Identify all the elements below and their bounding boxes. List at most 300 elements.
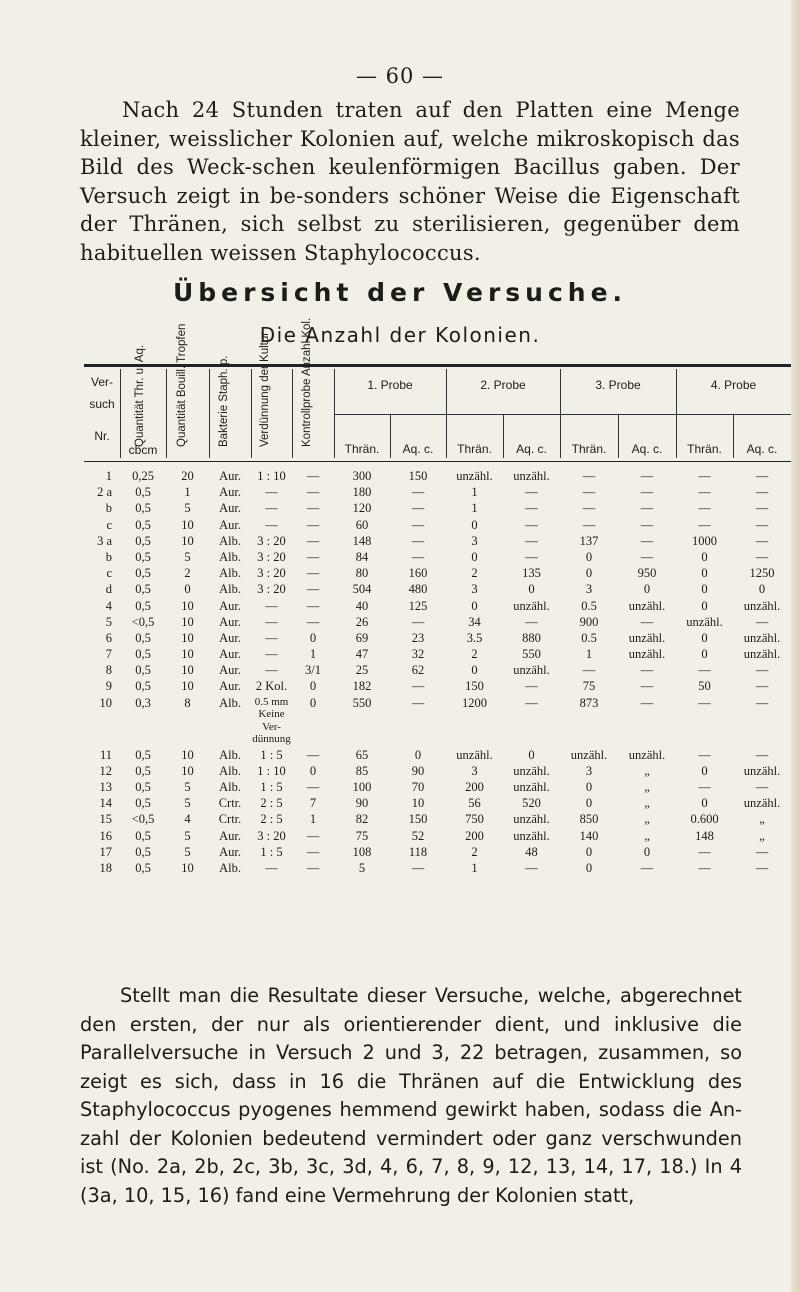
table-cell: Alb. (219, 533, 241, 548)
table-cell: Aur. (219, 517, 241, 532)
table-cell: 5 (184, 844, 191, 859)
table-cell: b (105, 501, 112, 516)
table-cell: 3 (471, 763, 478, 778)
table-cell: 0 (471, 549, 478, 564)
table-cell: 0,5 (135, 598, 151, 613)
table-cell: — (306, 485, 320, 500)
table-cell: — (640, 517, 654, 532)
table-cell: — (525, 695, 538, 710)
table-cell: 0 (309, 630, 317, 645)
table-cell: 3 (585, 763, 593, 778)
table-cell: 15 (99, 812, 112, 827)
table-cell: 18 (99, 860, 112, 875)
header-thraen: Thrän. (344, 442, 380, 456)
table-cell: unzähl. (628, 630, 666, 645)
table-cell: 0 (471, 598, 478, 613)
table-cell: 137 (579, 533, 599, 548)
table-cell: 1200 (462, 695, 487, 710)
table-cell: 0 (184, 582, 191, 597)
table-cell: 48 (525, 844, 538, 859)
table-cell: 0 (309, 695, 317, 710)
table-cell: — (755, 747, 769, 762)
header-quantitaet-thr: Quantität Thr. u. Aq. (134, 344, 146, 447)
table-cell: — (755, 844, 769, 859)
table-cell: Alb. (219, 695, 241, 710)
table-row (84, 534, 791, 550)
table-cell: 4 (184, 812, 191, 827)
table-cell: 5 (184, 549, 191, 564)
table-cell: 150 (465, 679, 484, 694)
table-cell: — (265, 501, 278, 516)
header-divider (292, 369, 293, 458)
table-cell: unzähl. (743, 796, 781, 811)
table-cell: 0.600 (690, 812, 719, 827)
table-cell: — (755, 533, 769, 548)
intro-text: Nach 24 Stunden traten auf den Platten eine Menge kleiner, weisslicher Kolonien auf, welche mikroskopisch das Bild des Weck-schen keulenförmigen Bacillus gaben. Der Versuch zeigt in be-sonders schöner Weise die Eigenschaft der Thränen, sich selbst zu sterilisieren, gegenüber dem habituellen weissen Staphylococcus. (80, 98, 740, 265)
header-versuch-line2: such (89, 397, 115, 411)
table-cell: 1 : 5 (260, 844, 283, 859)
table-cell: — (755, 549, 769, 564)
table-cell: unzähl. (513, 828, 550, 843)
table-cell: 2 : 5 (260, 796, 283, 811)
table-cell: 3 : 20 (257, 828, 286, 843)
table-cell: 1 (184, 485, 191, 500)
table-cell: — (640, 614, 654, 629)
table-cell: 3 : 20 (257, 549, 286, 564)
table-cell: „ (644, 812, 650, 827)
table-cell: 180 (352, 485, 372, 500)
table-cell: 10 (181, 747, 194, 762)
table-cell: 148 (352, 533, 372, 548)
table-cell: 160 (408, 566, 428, 581)
table-row (84, 812, 791, 828)
table-cell: 10 (181, 763, 194, 778)
table-cell: Aur. (219, 598, 241, 613)
table-cell: — (265, 614, 278, 629)
table-cell: — (640, 501, 654, 516)
table-cell: — (411, 614, 425, 629)
table-row (84, 566, 791, 582)
table-cell: 0 (528, 582, 535, 597)
table-cell: 0.5 (581, 630, 597, 645)
table-cell: — (755, 663, 769, 678)
table-cell: 0 (309, 679, 317, 694)
header-aq: Aq. c. (516, 442, 547, 456)
table-cell: 504 (352, 582, 372, 597)
table-cell: 3/1 (305, 663, 321, 678)
table-cell: — (411, 517, 425, 532)
header-aq: Aq. c. (631, 442, 663, 456)
table-cell: 0 (414, 747, 422, 762)
table-cell: 0 (701, 566, 708, 581)
table-cell: 10 (181, 663, 194, 678)
table-cell: unzähl. (743, 598, 781, 613)
table-cell: 0,5 (135, 763, 151, 778)
table-row (84, 829, 791, 845)
table-cell: — (306, 582, 320, 597)
table-cell: 0,5 (135, 828, 151, 843)
header-aq: Aq. c. (746, 442, 778, 456)
table-cell: 3 a (97, 533, 112, 548)
table-cell: unzähl. (628, 747, 666, 762)
table-cell: 34 (468, 614, 481, 629)
table-cell: 0,5 (135, 679, 151, 694)
table-cell: 0 (585, 780, 593, 794)
table-cell: Alb. (219, 780, 241, 794)
table-cell: 200 (465, 828, 484, 843)
table-cell: — (306, 469, 320, 483)
table-cell: 12 (99, 763, 112, 778)
table-cell: 2 (471, 647, 478, 662)
table-row (84, 780, 791, 796)
table-cell: 0 (585, 796, 593, 811)
table-cell: — (306, 517, 320, 532)
table-cell: unzähl. (513, 812, 550, 827)
table-row (84, 861, 791, 877)
table-cell: 75 (582, 679, 596, 694)
table-cell: — (265, 860, 278, 875)
table-cell: 75 (355, 828, 369, 843)
table-cell: — (640, 679, 654, 694)
table-row (84, 748, 791, 764)
table-cell: — (698, 844, 711, 859)
table-row (84, 764, 791, 780)
table-cell: — (698, 780, 711, 794)
table-cell: 0,5 (135, 844, 151, 859)
table-cell: <0,5 (131, 812, 155, 827)
table-cell: 300 (352, 469, 372, 483)
table-cell: 5 (184, 780, 191, 794)
table-cell: — (411, 533, 425, 548)
table-cell: 2 Kol. (255, 679, 288, 694)
table-row (84, 696, 791, 748)
table-cell: 1 : 5 (260, 747, 283, 762)
table-cell: — (306, 501, 320, 516)
table-title: Übersicht der Versuche. (172, 278, 628, 307)
table-cell: 550 (522, 647, 541, 662)
table-cell: 148 (695, 828, 714, 843)
table-cell: 0 (471, 663, 478, 678)
table-cell: 10 (181, 679, 194, 694)
table-cell: — (525, 501, 538, 516)
table-cell: 10 (181, 630, 194, 645)
table-cell: — (265, 517, 278, 532)
table-cell: — (698, 663, 711, 678)
table-cell: unzähl. (513, 598, 550, 613)
table-cell: d (105, 582, 112, 597)
table-cell: unzähl. (513, 663, 550, 678)
table-cell: 25 (355, 663, 369, 678)
table-cell: unzähl. (456, 469, 493, 483)
table-cell: Alb. (219, 566, 241, 581)
table-cell: — (755, 860, 769, 875)
table-cell: — (698, 517, 711, 532)
table-cell: 60 (355, 517, 369, 532)
table-cell: unzähl. (456, 747, 493, 762)
table-cell: 23 (411, 630, 425, 645)
table-cell: Alb. (219, 763, 241, 778)
table-cell: — (698, 501, 711, 516)
table-cell: 0,5 (135, 630, 151, 645)
table-cell: — (525, 549, 538, 564)
table-cell: Aur. (219, 501, 241, 516)
table-cell: 26 (355, 614, 369, 629)
header-divider (209, 369, 210, 458)
table-cell: 750 (465, 812, 484, 827)
table-cell: 40 (355, 598, 369, 613)
intro-paragraph (80, 96, 740, 268)
table-cell: 0 (701, 647, 708, 662)
table-cell: 0,5 (135, 549, 151, 564)
table-cell: Alb. (219, 747, 241, 762)
table-cell: 2 (471, 844, 478, 859)
table-cell: 2 (471, 566, 478, 581)
table-cell: 0 (585, 844, 593, 859)
table-cell: 0,5 (135, 582, 151, 597)
table-cell: — (265, 485, 278, 500)
table-cell: 16 (99, 828, 112, 843)
table-cell: 2 : 5 (260, 812, 283, 827)
table-cell: Alb. (219, 582, 241, 597)
header-versuch-line1: Ver- (90, 375, 113, 389)
table-cell: 0,5 (135, 533, 151, 548)
table-cell: — (755, 679, 769, 694)
table-cell: 0 (471, 517, 478, 532)
header-bakterie: Bakterie Staph. p. (218, 355, 230, 447)
table-cell: — (306, 598, 320, 613)
table-cell: — (306, 828, 320, 843)
table-cell: 0 (701, 630, 708, 645)
table-cell: 0 (585, 860, 593, 875)
table-cell: 50 (698, 679, 711, 694)
table-cell: 14 (99, 796, 112, 811)
table-cell: Aur. (219, 614, 241, 629)
header-probe-4: 4. Probe (710, 378, 757, 392)
table-cell: Aur. (219, 647, 241, 662)
table-cell: 135 (522, 566, 541, 581)
table-cell: unzähl. (628, 647, 666, 662)
table-cell: 0 (701, 796, 708, 811)
table-cell: — (698, 747, 711, 762)
header-verduennung: Verdünnung der Kultur (259, 331, 271, 447)
table-cell: 11 (99, 747, 112, 762)
table-cell: — (640, 469, 654, 483)
header-kontrollprobe: Kontrollprobe Anzahl Kol. (301, 317, 313, 447)
table-cell: 0,5 (135, 860, 151, 875)
header-thraen: Thrän. (457, 442, 492, 456)
table-cell: c (106, 517, 112, 532)
header-versuch-line3: Nr. (94, 429, 110, 443)
table-cell: 150 (408, 812, 428, 827)
table-cell: 1 : 5 (260, 780, 283, 794)
table-cell: — (698, 469, 711, 483)
table-row (84, 518, 791, 534)
table-cell: „ (759, 812, 765, 827)
table-cell: 80 (355, 566, 369, 581)
table-cell: 90 (411, 763, 425, 778)
table-cell: 118 (408, 844, 428, 859)
table-cell: — (582, 501, 596, 516)
table-cell: 125 (408, 598, 428, 613)
table-cell: Alb. (219, 860, 241, 875)
table-cell: — (306, 549, 320, 564)
table-cell: — (265, 647, 278, 662)
conclusion-paragraph (80, 982, 742, 1210)
table-cell: 10 (181, 647, 194, 662)
table-cell: 7 (105, 647, 112, 662)
table-cell: — (306, 566, 320, 581)
table-cell: 52 (411, 828, 425, 843)
table-cell: 82 (355, 812, 369, 827)
table-cell: 520 (522, 796, 541, 811)
table-cell: — (640, 485, 654, 500)
table-cell: 1 (585, 647, 593, 662)
table-cell: — (306, 860, 320, 875)
header-aq: Aq. c. (402, 442, 434, 456)
table-cell: — (640, 663, 654, 678)
table-row (84, 469, 791, 485)
table-cell: — (265, 598, 278, 613)
table-cell: 56 (468, 796, 481, 811)
table-cell: 0,25 (132, 469, 154, 483)
table-cell: — (640, 533, 654, 548)
table-row (84, 796, 791, 812)
table-cell: Aur. (219, 828, 241, 843)
table-cell: 950 (637, 566, 657, 581)
table-cell: — (306, 844, 320, 859)
table-cell: 85 (355, 763, 369, 778)
table-cell: — (582, 469, 596, 483)
table-cell: — (265, 630, 278, 645)
table-row (84, 631, 791, 647)
table-cell: — (306, 747, 320, 762)
table-cell: 4 (105, 598, 112, 613)
table-cell: 1 (309, 647, 317, 662)
table-cell: 1250 (749, 566, 775, 581)
table-cell: 0 (643, 582, 651, 597)
table-row (84, 615, 791, 631)
table-cell: 900 (579, 614, 599, 629)
table-cell: 65 (355, 747, 369, 762)
table-cell: — (640, 695, 654, 710)
table-cell: — (755, 517, 769, 532)
table-cell: — (411, 679, 425, 694)
table-cell: unzähl. (513, 780, 550, 794)
table-cell: — (411, 485, 425, 500)
table-cell: 10 (181, 614, 194, 629)
table-cell: 3 : 20 (257, 566, 286, 581)
table-cell: 0 (701, 763, 708, 778)
table-cell: Aur. (219, 844, 241, 859)
table-cell: 13 (99, 780, 112, 794)
table-cell: 3 : 20 (257, 533, 286, 548)
table-cell: 120 (352, 501, 372, 516)
table-cell: Alb. (219, 549, 241, 564)
table-cell: unzähl. (686, 614, 723, 629)
table-row (84, 679, 791, 695)
table-cell: 70 (411, 780, 425, 794)
table-cell: 0 (528, 747, 535, 762)
table-cell: 3 (585, 582, 593, 597)
table-cell: 2 a (97, 485, 112, 500)
table-cell: — (525, 517, 538, 532)
table-cell: 1 : 10 (257, 763, 286, 778)
table-cell: „ (644, 763, 650, 778)
table-cell: 1 (471, 860, 478, 875)
table-cell: — (640, 860, 654, 875)
table-cell: unzähl. (628, 598, 666, 613)
table-cell: 850 (579, 812, 599, 827)
table-cell: 5 (184, 501, 191, 516)
header-quantitaet-bouill: Quantität Bouill. Tropfen (176, 323, 188, 447)
table-cell: — (755, 469, 769, 483)
table-cell: — (698, 485, 711, 500)
table-cell: 0,5 (135, 647, 151, 662)
table-cell: 5 (358, 860, 366, 875)
table-row (84, 501, 791, 517)
table-cell: Aur. (219, 679, 241, 694)
table-cell: 0,5 (135, 663, 151, 678)
table-cell: 100 (352, 780, 372, 794)
table-cell: — (306, 533, 320, 548)
table-cell: 90 (355, 796, 369, 811)
table-cell: 182 (352, 679, 372, 694)
table-cell: Aur. (219, 663, 241, 678)
table-cell: — (698, 860, 711, 875)
header-probe-1: 1. Probe (367, 378, 413, 392)
table-cell: unzähl. (743, 630, 781, 645)
table-cell: 0 (309, 763, 317, 778)
table-cell: — (582, 663, 596, 678)
table-cell: — (525, 533, 538, 548)
table-cell: — (525, 614, 538, 629)
table-cell: 5 (105, 614, 112, 629)
table-cell: unzähl. (743, 647, 781, 662)
table-cell: 17 (99, 844, 112, 859)
table-cell: 0 (701, 582, 708, 597)
table-cell: 0,5 (135, 501, 151, 516)
table-cell: 20 (181, 469, 194, 483)
table-cell: Aur. (219, 630, 241, 645)
table-cell: Crtr. (218, 812, 242, 827)
table-cell: 3 (471, 533, 478, 548)
table-cell: „ (644, 780, 650, 794)
table-cell: 200 (465, 780, 484, 794)
table-cell: 1 (105, 469, 112, 483)
table-cell: 10 (181, 598, 194, 613)
table-cell: 7 (309, 796, 317, 811)
table-cell: 5 (184, 828, 191, 843)
table-cell: unzähl. (513, 469, 550, 483)
table-subtitle: Die Anzahl der Kolonien. (259, 323, 541, 347)
table-cell: 0.5 mm Keine Ver- dünnung (252, 695, 291, 746)
table-cell: — (755, 614, 769, 629)
table-cell: 0.5 (581, 598, 597, 613)
header-probe-2: 2. Probe (480, 378, 526, 392)
table-cell: unzähl. (513, 763, 550, 778)
table-cell: 140 (579, 828, 599, 843)
table-cell: Aur. (219, 469, 241, 483)
table-row (84, 647, 791, 663)
table-cell: 10 (99, 695, 112, 710)
table-cell: 3 (471, 582, 478, 597)
table-cell: 873 (579, 695, 599, 710)
table-cell: Aur. (219, 485, 241, 500)
page-edge (791, 0, 800, 1292)
table-cell: — (525, 485, 538, 500)
header-probe-3: 3. Probe (595, 378, 641, 392)
table-cell: — (306, 780, 320, 794)
